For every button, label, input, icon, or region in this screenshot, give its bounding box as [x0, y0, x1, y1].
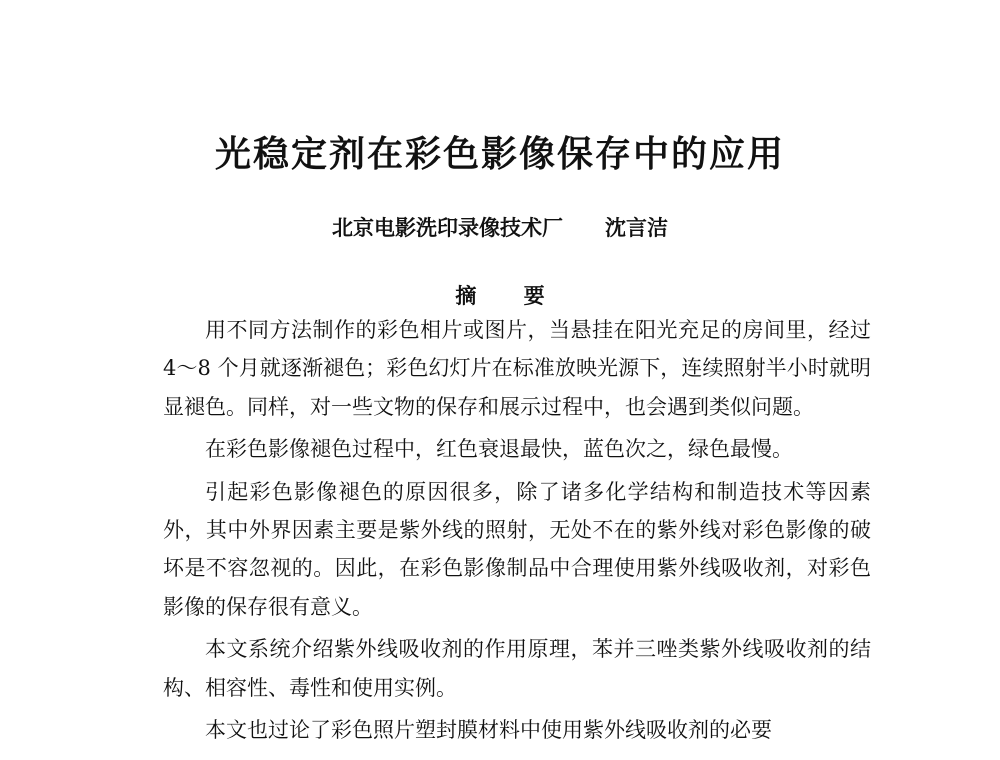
author: 沈言洁 — [605, 216, 668, 240]
abstract-paragraph-1: 用不同方法制作的彩色相片或图片，当悬挂在阳光充足的房间里，经过 4～8 个月就逐渐褪色；彩色幻灯片在标准放映光源下，连续照射半小时就明显褪色。同样，对一些文物的保存和展示过程中，也会遇到类似问题。 — [163, 318, 871, 419]
paper-title: 光稳定剂在彩色影像保存中的应用 — [214, 134, 785, 175]
abstract-heading: 摘 要 — [455, 284, 565, 308]
abstract-body — [163, 311, 871, 753]
abstract-paragraph-4: 本文系统介绍紫外线吸收剂的作用原理，苯并三唑类紫外线吸收剂的结构、相容性、毒性和使用实例。 — [163, 637, 871, 700]
abstract-paragraph-2: 在彩色影像褪色过程中，红色衰退最快，蓝色次之，绿色最慢。 — [205, 437, 793, 462]
abstract-paragraph-3: 引起彩色影像褪色的原因很多，除了诸多化学结构和制造技术等因素外，其中外界因素主要是紫外线的照射，无处不在的紫外线对彩色影像的破坏是不容忽视的。因此，在彩色影像制品中合理使用紫外线吸收剂，对彩色影像的保存很有意义。 — [163, 479, 871, 619]
byline — [0, 212, 1000, 242]
abstract-paragraph-5: 本文也过论了彩色照片塑封膜材料中使用紫外线吸收剂的必要 — [205, 718, 772, 743]
affiliation: 北京电影洗印录像技术厂 — [332, 216, 563, 240]
